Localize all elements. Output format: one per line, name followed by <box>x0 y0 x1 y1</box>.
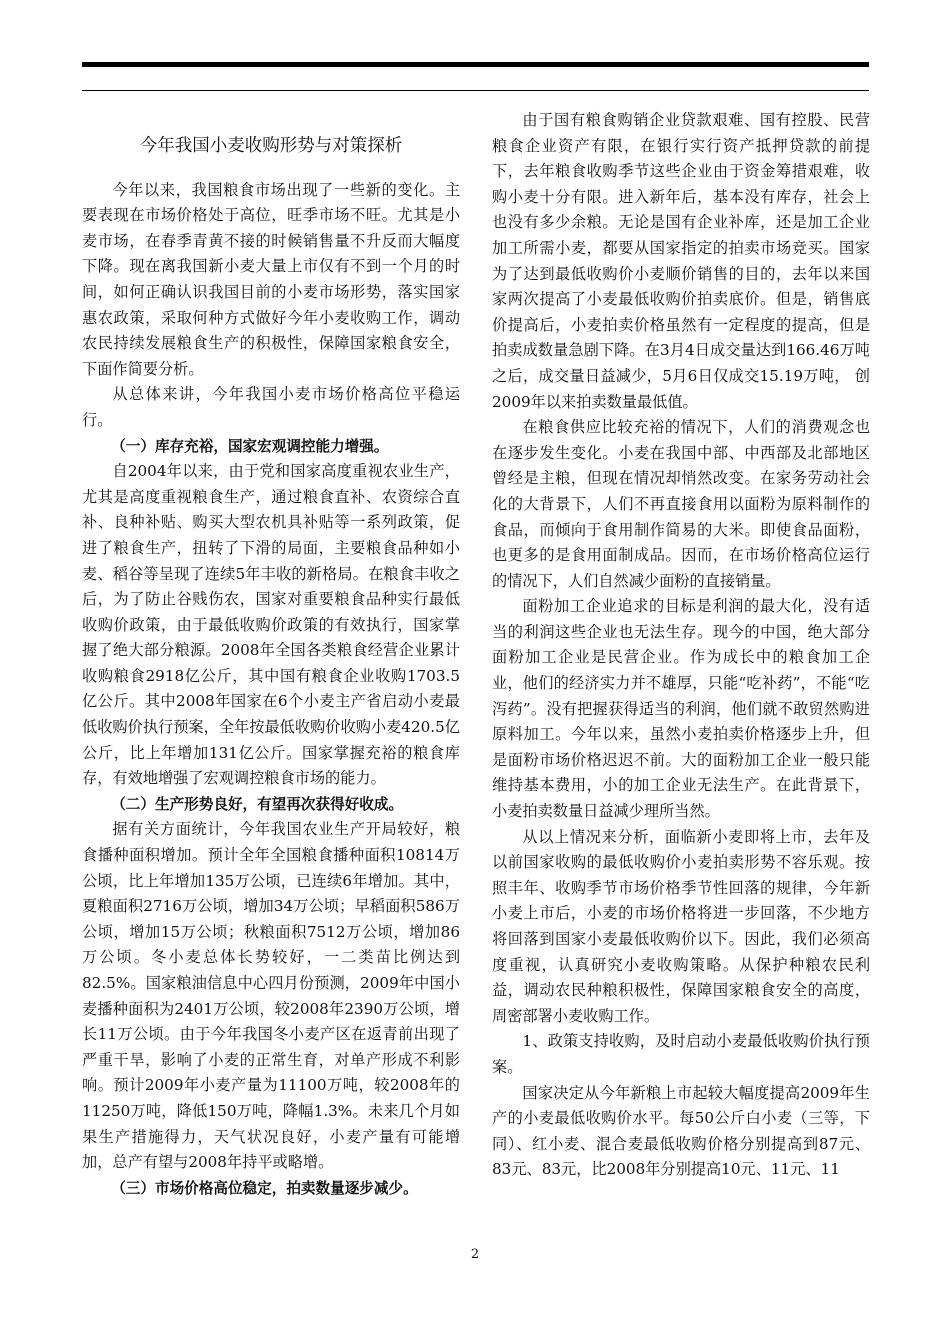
section-heading: （一）库存充裕，国家宏观调控能力增强。 <box>111 437 389 455</box>
paragraph: 国家决定从今年新粮上市起较大幅度提高2009年生产的小麦最低收购价水平。每50公斤白小麦（三等，下同）、红小麦、混合麦最低收购价格分别提高到87元、83元、83元，比2008年分别提高10元、11元、11 <box>492 1083 870 1179</box>
article-title: 今年我国小麦收购形势与对策探析 <box>139 136 403 156</box>
paragraph: 面粉加工企业追求的目标是利润的最大化，没有适当的利润这些企业也无法生存。现今的中国，绝大部分面粉加工企业是民营企业。作为成长中的粮食加工企业，他们的经济实力并不雄厚，只能“吃补药”，不能“吃泻药”。没有把握获得适当的利润，他们就不敢贸然购进原料加工。今年以来，虽然小麦拍卖价格逐步上升，但是面粉市场价格迟迟不前。大的面粉加工企业一般只能维持基本费用，小的加工企业无法生产。在此背景下，小麦拍卖数量日益减少理所当然。 <box>492 597 870 821</box>
page-number: 2 <box>470 1247 480 1262</box>
paragraph: 1、政策支持收购，及时启动小麦最低收购价执行预案。 <box>492 1032 870 1076</box>
left-column <box>82 108 460 1201</box>
paragraph: 据有关方面统计，今年我国农业生产开局较好，粮食播种面积增加。预计全年全国粮食播种面积10814万公顷，比上年增加135万公顷，已连续6年增加。其中，夏粮面积2716万公顷，增加34万公顷；早稻面积586万公顷，增加15万公顷；秋粮面积7512万公顷，增加86万公顷。冬小麦总体长势较好，一二类苗比例达到82.5%。国家粮油信息中心四月份预测，2009年中国小麦播种面积为2401万公顷，较2008年2390万公顷，增长11万公顷。由于今年我国冬小麦产区在返青前出现了严重干旱，影响了小麦的正常生育，对单产形成不利影响。预计2009年小麦产量为11100万吨，较2008年的11250万吨，降低150万吨，降幅1.3%。未来几个月如果生产措施得力，天气状况良好，小麦产量有可能增加，总产有望与2008年持平或略增。 <box>82 820 460 1172</box>
right-column <box>492 108 870 1183</box>
paragraph: 今年以来，我国粮食市场出现了一些新的变化。主要表现在市场价格处于高位，旺季市场不旺。尤其是小麦市场，在春季青黄不接的时候销售量不升反而大幅度下降。现在离我国新小麦大量上市仅有不到一个月的时间，如何正确认识我国目前的小麦市场形势，落实国家惠农政策，采取何种方式做好今年小麦收购工作，调动农民持续发展粮食生产的积极性，保障国家粮食安全，下面作简要分析。 <box>82 180 460 378</box>
header-rule-thin <box>82 90 869 91</box>
paragraph: 从以上情况来分析，面临新小麦即将上市，去年及以前国家收购的最低收购价小麦拍卖形势不容乐观。按照丰年、收购季节市场价格季节性回落的规律，今年新小麦上市后，小麦的市场价格将进一步回落，不少地方将回落到国家小麦最低收购价以下。因此，我们必须高度重视，认真研究小麦收购策略。从保护种粮农民利益，调动农民种粮积极性，保障国家粮食安全的高度，周密部署小麦收购工作。 <box>492 827 870 1025</box>
section-heading: （二）生产形势良好，有望再次获得好收成。 <box>111 795 404 813</box>
paragraph: 自2004年以来，由于党和国家高度重视农业生产，尤其是高度重视粮食生产，通过粮食直补、农资综合直补、良种补贴、购买大型农机具补贴等一系列政策，促进了粮食生产，扭转了下滑的局面，主要粮食品种如小麦、稻谷等呈现了连续5年丰收的新格局。在粮食丰收之后，为了防止谷贱伤农，国家对重要粮食品种实行最低收购价政策，由于最低收购价政策的有效执行，国家掌握了绝大部分粮源。2008年全国各类粮食经营企业累计收购粮食2918亿公斤，其中国有粮食企业收购1703.5亿公斤。其中2008年国家在6个小麦主产省启动小麦最低收购价执行预案，全年按最低收购价收购小麦420.5亿公斤，比上年增加131亿公斤。国家掌握充裕的粮食库存，有效地增强了宏观调控粮食市场的能力。 <box>82 462 460 788</box>
paragraph: 从总体来讲，今年我国小麦市场价格高位平稳运行。 <box>82 385 460 429</box>
header-rule-thick <box>82 62 869 67</box>
paragraph: 由于国有粮食购销企业贷款艰难、国有控股、民营粮食企业资产有限，在银行实行资产抵押贷款的前提下，去年粮食收购季节这些企业由于资金筹措艰难，收购小麦十分有限。进入新年后，基本没有库存，社会上也没有多少余粮。无论是国有企业补库，还是加工企业加工所需小麦，都要从国家指定的拍卖市场竞买。国家为了达到最低收购价小麦顺价销售的目的，去年以来国家两次提高了小麦最低收购价拍卖底价。但是，销售底价提高后，小麦拍卖价格虽然有一定程度的提高，但是拍卖成数量急剧下降。在3月4日成交量达到166.46万吨之后，成交量日益减少，5月6日仅成交15.19万吨， 创2009年以来拍卖数量最低值。 <box>492 111 870 411</box>
paragraph: 在粮食供应比较充裕的情况下，人们的消费观念也在逐步发生变化。小麦在我国中部、中西部及北部地区曾经是主粮，但现在情况却悄然改变。在家务劳动社会化的大背景下，人们不再直接食用以面粉为原料制作的食品，而倾向于食用制作简易的大米。即使食品面粉，也更多的是食用面制成品。因而，在市场价格高位运行的情况下，人们自然减少面粉的直接销量。 <box>492 418 870 590</box>
section-heading: （三）市场价格高位稳定，拍卖数量逐步减少。 <box>111 1179 418 1197</box>
